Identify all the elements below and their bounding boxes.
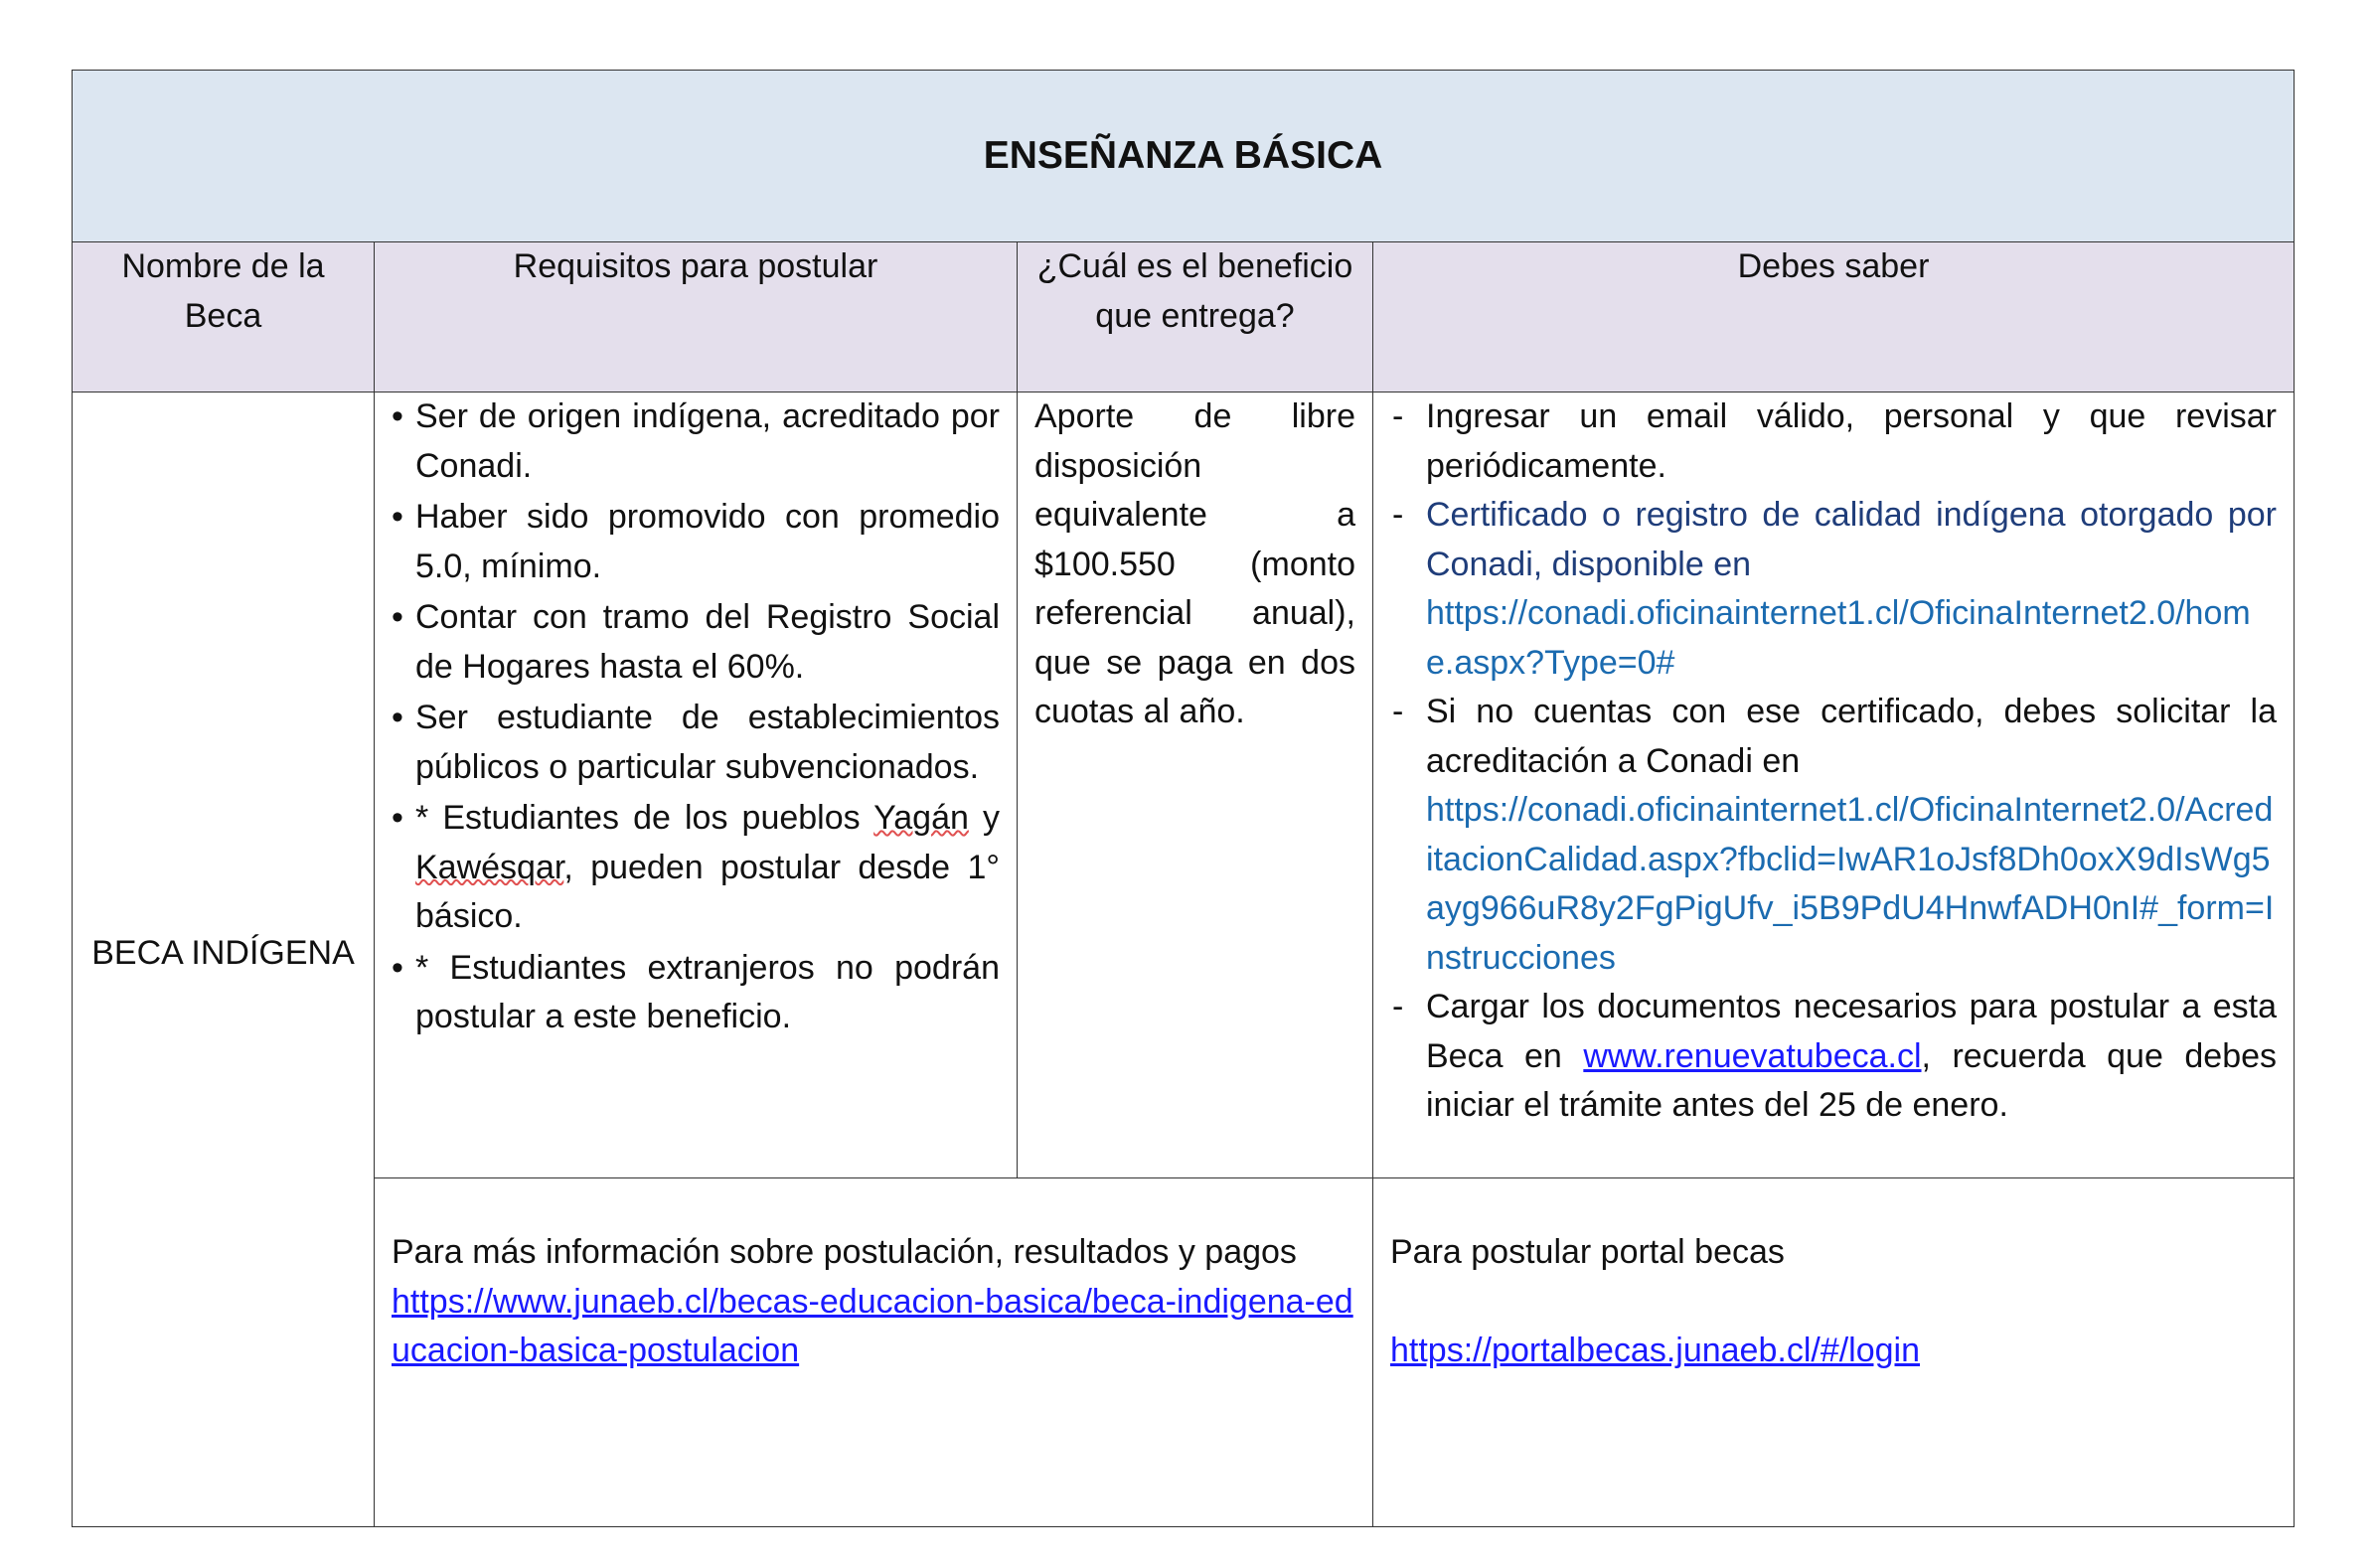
list-item: - Ingresar un email válido, personal y que revisar periódicamente. [1390,392,2277,491]
bullet-icon: • [392,598,403,636]
portal-becas-cell [1373,1178,2295,1527]
table-title: ENSEÑANZA BÁSICA [73,71,2295,242]
beca-name: BECA INDÍGENA [73,392,375,1527]
requisitos-cell [375,392,1018,1178]
list-item: - Cargar los documentos necesarios para postular a esta Beca en www.renuevatubeca.cl, recuerda que debes iniciar el trámite antes del 25 de enero. [1390,983,2277,1131]
dash-icon: - [1392,397,1404,435]
requisitos-list [392,392,1000,1042]
header-requisitos: Requisitos para postular [375,242,1018,392]
list-item: - Certificado o registro de calidad indígena otorgado por Conadi, disponible en https://conadi.oficinainternet1.cl/OficinaInternet2.0/home.aspx?Type=0# [1390,491,2277,688]
mas-informacion-text: Para más información sobre postulación, resultados y pagos [392,1233,1297,1271]
conadi-acreditacion-link[interactable]: https://conadi.oficinainternet1.cl/OficinaInternet2.0/AcreditacionCalidad.aspx?fbclid=IwAR1oJsf8Dh0oxX9dIsWg5ayg966uR8y2FgPigUfv_i5B9PdU4HnwfADH0nI#_form=Instrucciones [1426,791,2275,977]
word-kawesqar: Kawésqar [415,848,564,886]
bullet-icon: • [392,948,403,987]
list-item: • Ser estudiante de establecimientos públicos o particular subvencionados. [392,694,1000,792]
list-item: • * Estudiantes extranjeros no podrán postular a este beneficio. [392,944,1000,1042]
bullet-icon: • [392,498,403,536]
debes-saber-cell [1373,392,2295,1178]
mas-informacion-cell [375,1178,1373,1527]
dash-icon: - [1392,693,1404,730]
becas-table [72,70,2295,1527]
conadi-home-link[interactable]: https://conadi.oficinainternet1.cl/OficinaInternet2.0/home.aspx?Type=0# [1426,594,2251,682]
bullet-icon: • [392,699,403,736]
list-item: - Si no cuentas con ese certificado, debes solicitar la acreditación a Conadi en https://conadi.oficinainternet1.cl/OficinaInternet2.0/AcreditacionCalidad.aspx?fbclid=IwAR1oJsf8Dh0oxX9dIsWg5ayg966uR8y2FgPigUfv_i5B9PdU4HnwfADH0nI#_form=Instrucciones [1390,688,2277,983]
bullet-icon: • [392,397,403,435]
header-nombre: Nombre de la Beca [73,242,375,392]
beneficio-cell: Aporte de libre disposición equivalente a $100.550 (monto referencial anual), que se paga en dos cuotas al año. [1018,392,1373,1178]
header-debes-saber: Debes saber [1373,242,2295,392]
portal-becas-text: Para postular portal becas [1390,1233,1785,1271]
portal-becas-link[interactable]: https://portalbecas.junaeb.cl/#/login [1390,1332,1921,1369]
dash-icon: - [1392,496,1404,534]
bullet-icon: • [392,799,403,837]
list-item: • Contar con tramo del Registro Social de Hogares hasta el 60%. [392,593,1000,692]
list-item: • Haber sido promovido con promedio 5.0, mínimo. [392,493,1000,591]
renuevatubeca-link[interactable]: www.renuevatubeca.cl [1583,1036,1922,1075]
word-yagan: Yagán [873,799,969,837]
dash-icon: - [1392,988,1404,1025]
list-item: • * Estudiantes de los pueblos Yagán y Kawésqar, pueden postular desde 1° básico. [392,794,1000,942]
junaeb-info-link[interactable]: https://www.junaeb.cl/becas-educacion-basica/beca-indigena-educacion-basica-postulacion [392,1282,1353,1369]
header-beneficio: ¿Cuál es el beneficio que entrega? [1018,242,1373,392]
list-item: • Ser de origen indígena, acreditado por Conadi. [392,392,1000,491]
